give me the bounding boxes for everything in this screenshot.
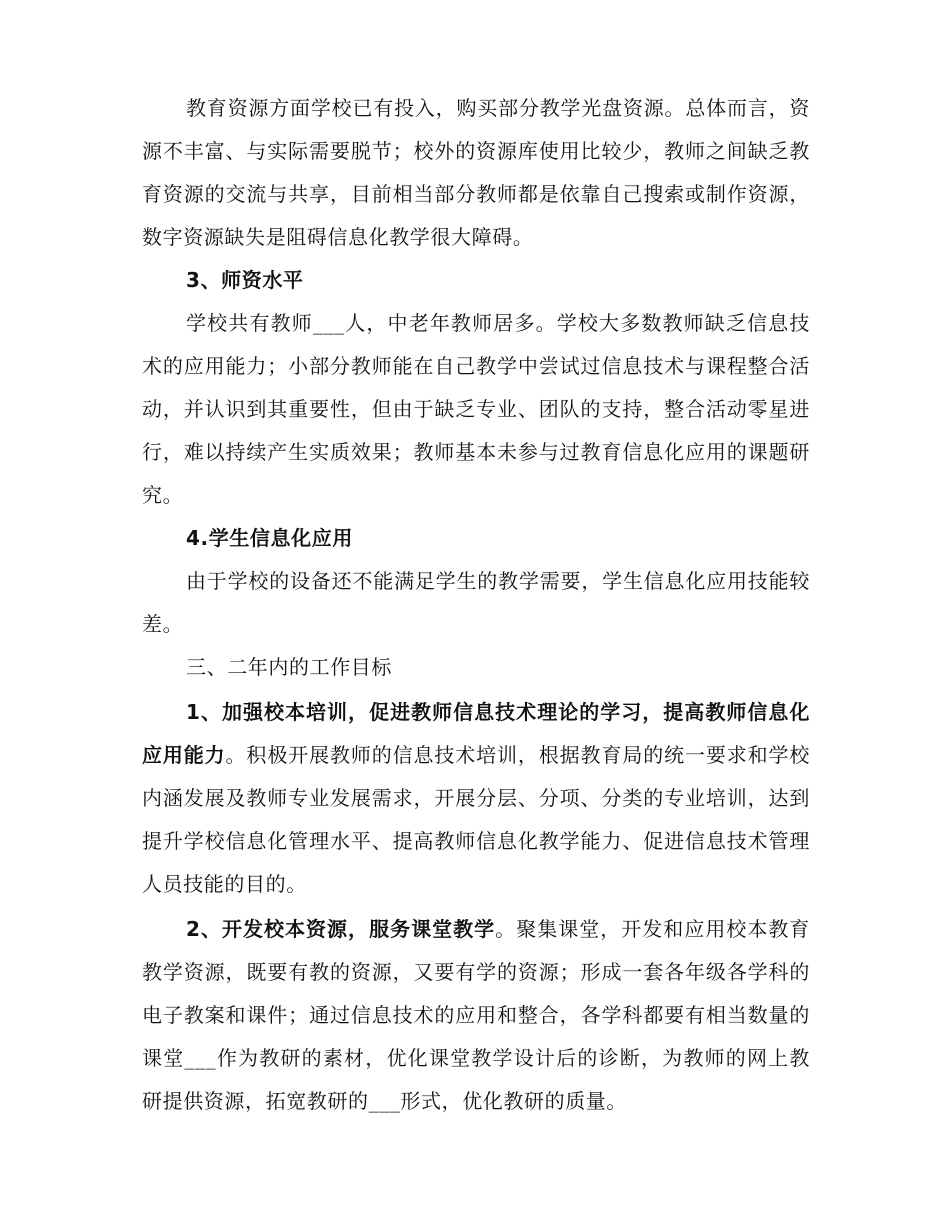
- heading-student-application: 4.学生信息化应用: [186, 526, 353, 550]
- paragraph-goal-1: [142, 691, 810, 906]
- paragraph-teacher-level: 学校共有教师___人，中老年教师居多。学校大多数教师缺乏信息技术的应用能力；小部分教师能在自己教学中尝试过信息技术与课程整合活动，并认识到其重要性，但由于缺乏专业、团队的支持，整合活动零星进行，难以持续产生实质效果；教师基本未参与过教育信息化应用的课题研究。: [142, 311, 810, 507]
- goal-2-text: 。聚集课堂，开发和应用校本教育教学资源，既要有教的资源，又要有学的资源；形成一套各年级各学科的电子教案和课件；通过信息技术的应用和整合，各学科都要有相当数量的课堂___作为教研的素材，优化课堂教学设计后的诊断，为教师的网上教研提供资源，拓宽教研的___形式，优化教研的质量。: [142, 917, 811, 1113]
- goal-1-title: 1、加强校本培训，促进教师信息技术理论的学习，提高教师信息化应用能力: [142, 700, 810, 767]
- heading-teacher-level: 3、师资水平: [186, 268, 304, 292]
- goal-2-title: 2、开发校本资源，服务课堂教学: [186, 917, 496, 941]
- goal-1-text: 。积极开展教师的信息技术培训，根据教育局的统一要求和学校内涵发展及教师专业发展需求，开展分层、分项、分类的专业培训，达到提升学校信息化管理水平、提高教师信息化教学能力、促进信息技术管理人员技能的目的。: [142, 743, 810, 896]
- document-page: [142, 87, 810, 1123]
- paragraph-goal-2: [142, 908, 810, 1123]
- section-heading-goals: 三、二年内的工作目标: [186, 655, 392, 679]
- paragraph-resources: 教育资源方面学校已有投入，购买部分教学光盘资源。总体而言，资源不丰富、与实际需要脱节；校外的资源库使用比较少，教师之间缺乏教育资源的交流与共享，目前相当部分教师都是依靠自己搜索或制作资源，数字资源缺失是阻碍信息化教学很大障碍。: [142, 96, 810, 249]
- paragraph-student-application: 由于学校的设备还不能满足学生的教学需要，学生信息化应用技能较差。: [142, 569, 810, 636]
